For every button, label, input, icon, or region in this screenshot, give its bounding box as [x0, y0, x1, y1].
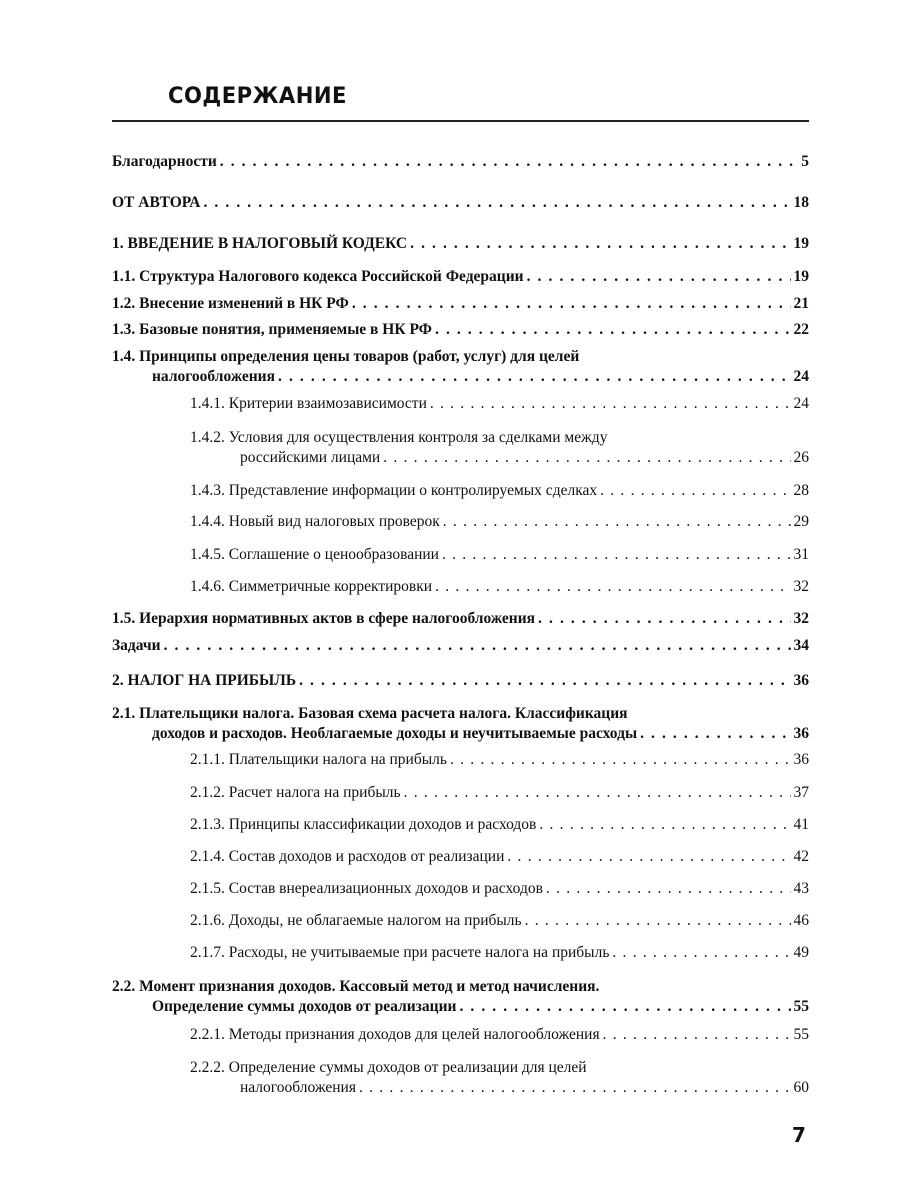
dot-leader: [404, 783, 791, 803]
toc-entry[interactable]: [190, 1058, 809, 1098]
toc-entry[interactable]: [190, 481, 809, 501]
page-number: 7: [792, 1123, 806, 1147]
toc-entry[interactable]: [112, 977, 809, 1017]
toc-entry-title: Задачи: [112, 637, 161, 654]
toc-entry-title: 2.2. Момент признания доходов. Кассовый метод и метод начисления.: [112, 978, 600, 995]
dot-leader: [435, 577, 790, 597]
toc-entry-page: 55: [793, 1026, 809, 1043]
toc-entry[interactable]: [112, 152, 809, 172]
dot-leader: [459, 997, 790, 1017]
toc-entry-page: 41: [793, 816, 809, 833]
toc-entry-page: 31: [793, 546, 809, 563]
toc-entry[interactable]: [190, 512, 809, 532]
dot-leader: [359, 1078, 791, 1098]
toc-entry-title: 1.4.6. Симметричные корректировки: [190, 578, 433, 595]
toc-entry-title: 1.3. Базовые понятия, применяемые в НК РФ: [112, 321, 432, 338]
toc-entry-page: 19: [793, 235, 809, 252]
dot-leader: [299, 671, 790, 691]
toc-entry-title-cont: Определение суммы доходов от реализации: [152, 998, 457, 1015]
toc-entry[interactable]: [190, 750, 809, 770]
toc-entry-title: 2.1.7. Расходы, не учитываемые при расчете налога на прибыль: [190, 944, 610, 961]
toc-entry-title-cont: доходов и расходов. Необлагаемые доходы и неучитываемые расходы: [152, 725, 638, 742]
toc-entry[interactable]: [190, 394, 809, 414]
toc-entry[interactable]: [190, 1025, 809, 1045]
toc-entry-title: 1. ВВЕДЕНИЕ В НАЛОГОВЫЙ КОДЕКС: [112, 235, 408, 252]
dot-leader: [539, 815, 790, 835]
toc-entry-page: 29: [793, 513, 809, 530]
toc-entry[interactable]: [190, 847, 809, 867]
toc-entry-page: 32: [793, 578, 809, 595]
toc-entry-title: Благодарности: [112, 153, 217, 170]
toc-entry-title: 1.4.1. Критерии взаимозависимости: [190, 395, 427, 412]
dot-leader: [612, 943, 790, 963]
toc-entry-title: 2.1.6. Доходы, не облагаемые налогом на прибыль: [190, 912, 522, 929]
toc-entry[interactable]: [112, 267, 809, 287]
toc-entry-page: 19: [793, 268, 809, 285]
toc-entry-title-cont: российскими лицами: [240, 449, 381, 466]
toc-entry[interactable]: [112, 294, 809, 314]
dot-leader: [430, 394, 791, 414]
dot-leader: [164, 636, 791, 656]
dot-leader: [527, 267, 791, 287]
toc-entry-page: 28: [793, 482, 809, 499]
dot-leader: [450, 750, 791, 770]
toc-entry-page: 49: [793, 944, 809, 961]
toc-entry-title: 1.4.3. Представление информации о контролируемых сделках: [190, 482, 598, 499]
toc-entry-title: 2.2.2. Определение суммы доходов от реализации для целей: [190, 1059, 587, 1076]
dot-leader: [203, 193, 790, 213]
toc-entry-page: 36: [793, 672, 809, 689]
dot-leader: [442, 545, 791, 565]
toc-entry-page: 18: [793, 194, 809, 211]
toc-entry-page: 21: [793, 295, 809, 312]
toc-entry-title: 2.1.2. Расчет налога на прибыль: [190, 784, 401, 801]
toc-entry-page: 46: [793, 912, 809, 929]
toc-entry-title-cont: налогообложения: [240, 1079, 356, 1096]
toc-entry-page: 24: [793, 368, 809, 385]
toc-entry-page: 42: [793, 848, 809, 865]
toc-entry[interactable]: [112, 234, 809, 254]
toc-entry-page: 55: [793, 998, 809, 1015]
toc-entry[interactable]: [112, 347, 809, 387]
dot-leader: [278, 367, 790, 387]
toc-entry-title: 2. НАЛОГ НА ПРИБЫЛЬ: [112, 672, 297, 689]
dot-leader: [352, 294, 791, 314]
dot-leader: [435, 320, 791, 340]
toc-entry-title: 1.4.5. Соглашение о ценообразовании: [190, 546, 439, 563]
toc-entry-title: 2.2.1. Методы признания доходов для целей налогообложения: [190, 1026, 600, 1043]
toc-entry-title: ОТ АВТОРА: [112, 194, 201, 211]
dot-leader: [538, 609, 790, 629]
toc-entry[interactable]: [190, 943, 809, 963]
toc-entry-page: 37: [793, 784, 809, 801]
toc-entry-page: 34: [793, 637, 809, 654]
toc-entry[interactable]: [112, 193, 809, 213]
toc-entry[interactable]: [190, 815, 809, 835]
toc-entry-title: 1.4. Принципы определения цены товаров (работ, услуг) для целей: [112, 348, 580, 365]
toc-entry-page: 26: [793, 449, 809, 466]
dot-leader: [220, 152, 798, 172]
toc-entry-title: 1.1. Структура Налогового кодекса Российской Федерации: [112, 268, 524, 285]
toc-entry[interactable]: [190, 545, 809, 565]
toc-entry-title: 1.4.2. Условия для осуществления контроля за сделками между: [190, 429, 608, 446]
dot-leader: [383, 448, 790, 468]
toc-entry[interactable]: [112, 704, 809, 744]
toc-entry-title: 1.5. Иерархия нормативных актов в сфере налогообложения: [112, 610, 536, 627]
toc-entry-title: 2.1.5. Состав внереализационных доходов и расходов: [190, 880, 543, 897]
toc-entry-title: 2.1.4. Состав доходов и расходов от реализации: [190, 848, 505, 865]
toc-entry-title: 1.2. Внесение изменений в НК РФ: [112, 295, 349, 312]
toc-entry-title: 2.1.1. Плательщики налога на прибыль: [190, 751, 447, 768]
toc-entry[interactable]: [190, 783, 809, 803]
toc-entry-title: 2.1.3. Принципы классификации доходов и расходов: [190, 816, 537, 833]
toc-heading: СОДЕРЖАНИЕ: [168, 84, 347, 109]
dot-leader: [600, 481, 790, 501]
dot-leader: [640, 724, 790, 744]
dot-leader: [410, 234, 790, 254]
toc-entry-title: 2.1. Плательщики налога. Базовая схема расчета налога. Классификация: [112, 705, 628, 722]
toc-entry-title-cont: налогообложения: [152, 368, 276, 385]
toc-entry-page: 36: [793, 725, 809, 742]
toc-entry-page: 43: [793, 880, 809, 897]
toc-entry[interactable]: [112, 636, 809, 656]
dot-leader: [525, 911, 791, 931]
heading-rule: [112, 120, 809, 122]
toc-entry[interactable]: [112, 671, 809, 691]
toc-entry-page: 22: [793, 321, 809, 338]
toc-entry-page: 60: [793, 1079, 809, 1096]
toc-entry[interactable]: [190, 911, 809, 931]
toc-entry[interactable]: [190, 577, 809, 597]
toc-entry-page: 24: [793, 395, 809, 412]
dot-leader: [546, 879, 791, 899]
toc-entry[interactable]: [190, 428, 809, 468]
dot-leader: [603, 1025, 791, 1045]
toc-entry[interactable]: [112, 609, 809, 629]
toc-entry-page: 36: [793, 751, 809, 768]
toc-entry-page: 32: [793, 610, 809, 627]
toc-entry-page: 5: [801, 153, 809, 170]
toc-entry-title: 1.4.4. Новый вид налоговых проверок: [190, 513, 440, 530]
dot-leader: [507, 847, 790, 867]
dot-leader: [443, 512, 791, 532]
toc-entry[interactable]: [112, 320, 809, 340]
toc-entry[interactable]: [190, 879, 809, 899]
